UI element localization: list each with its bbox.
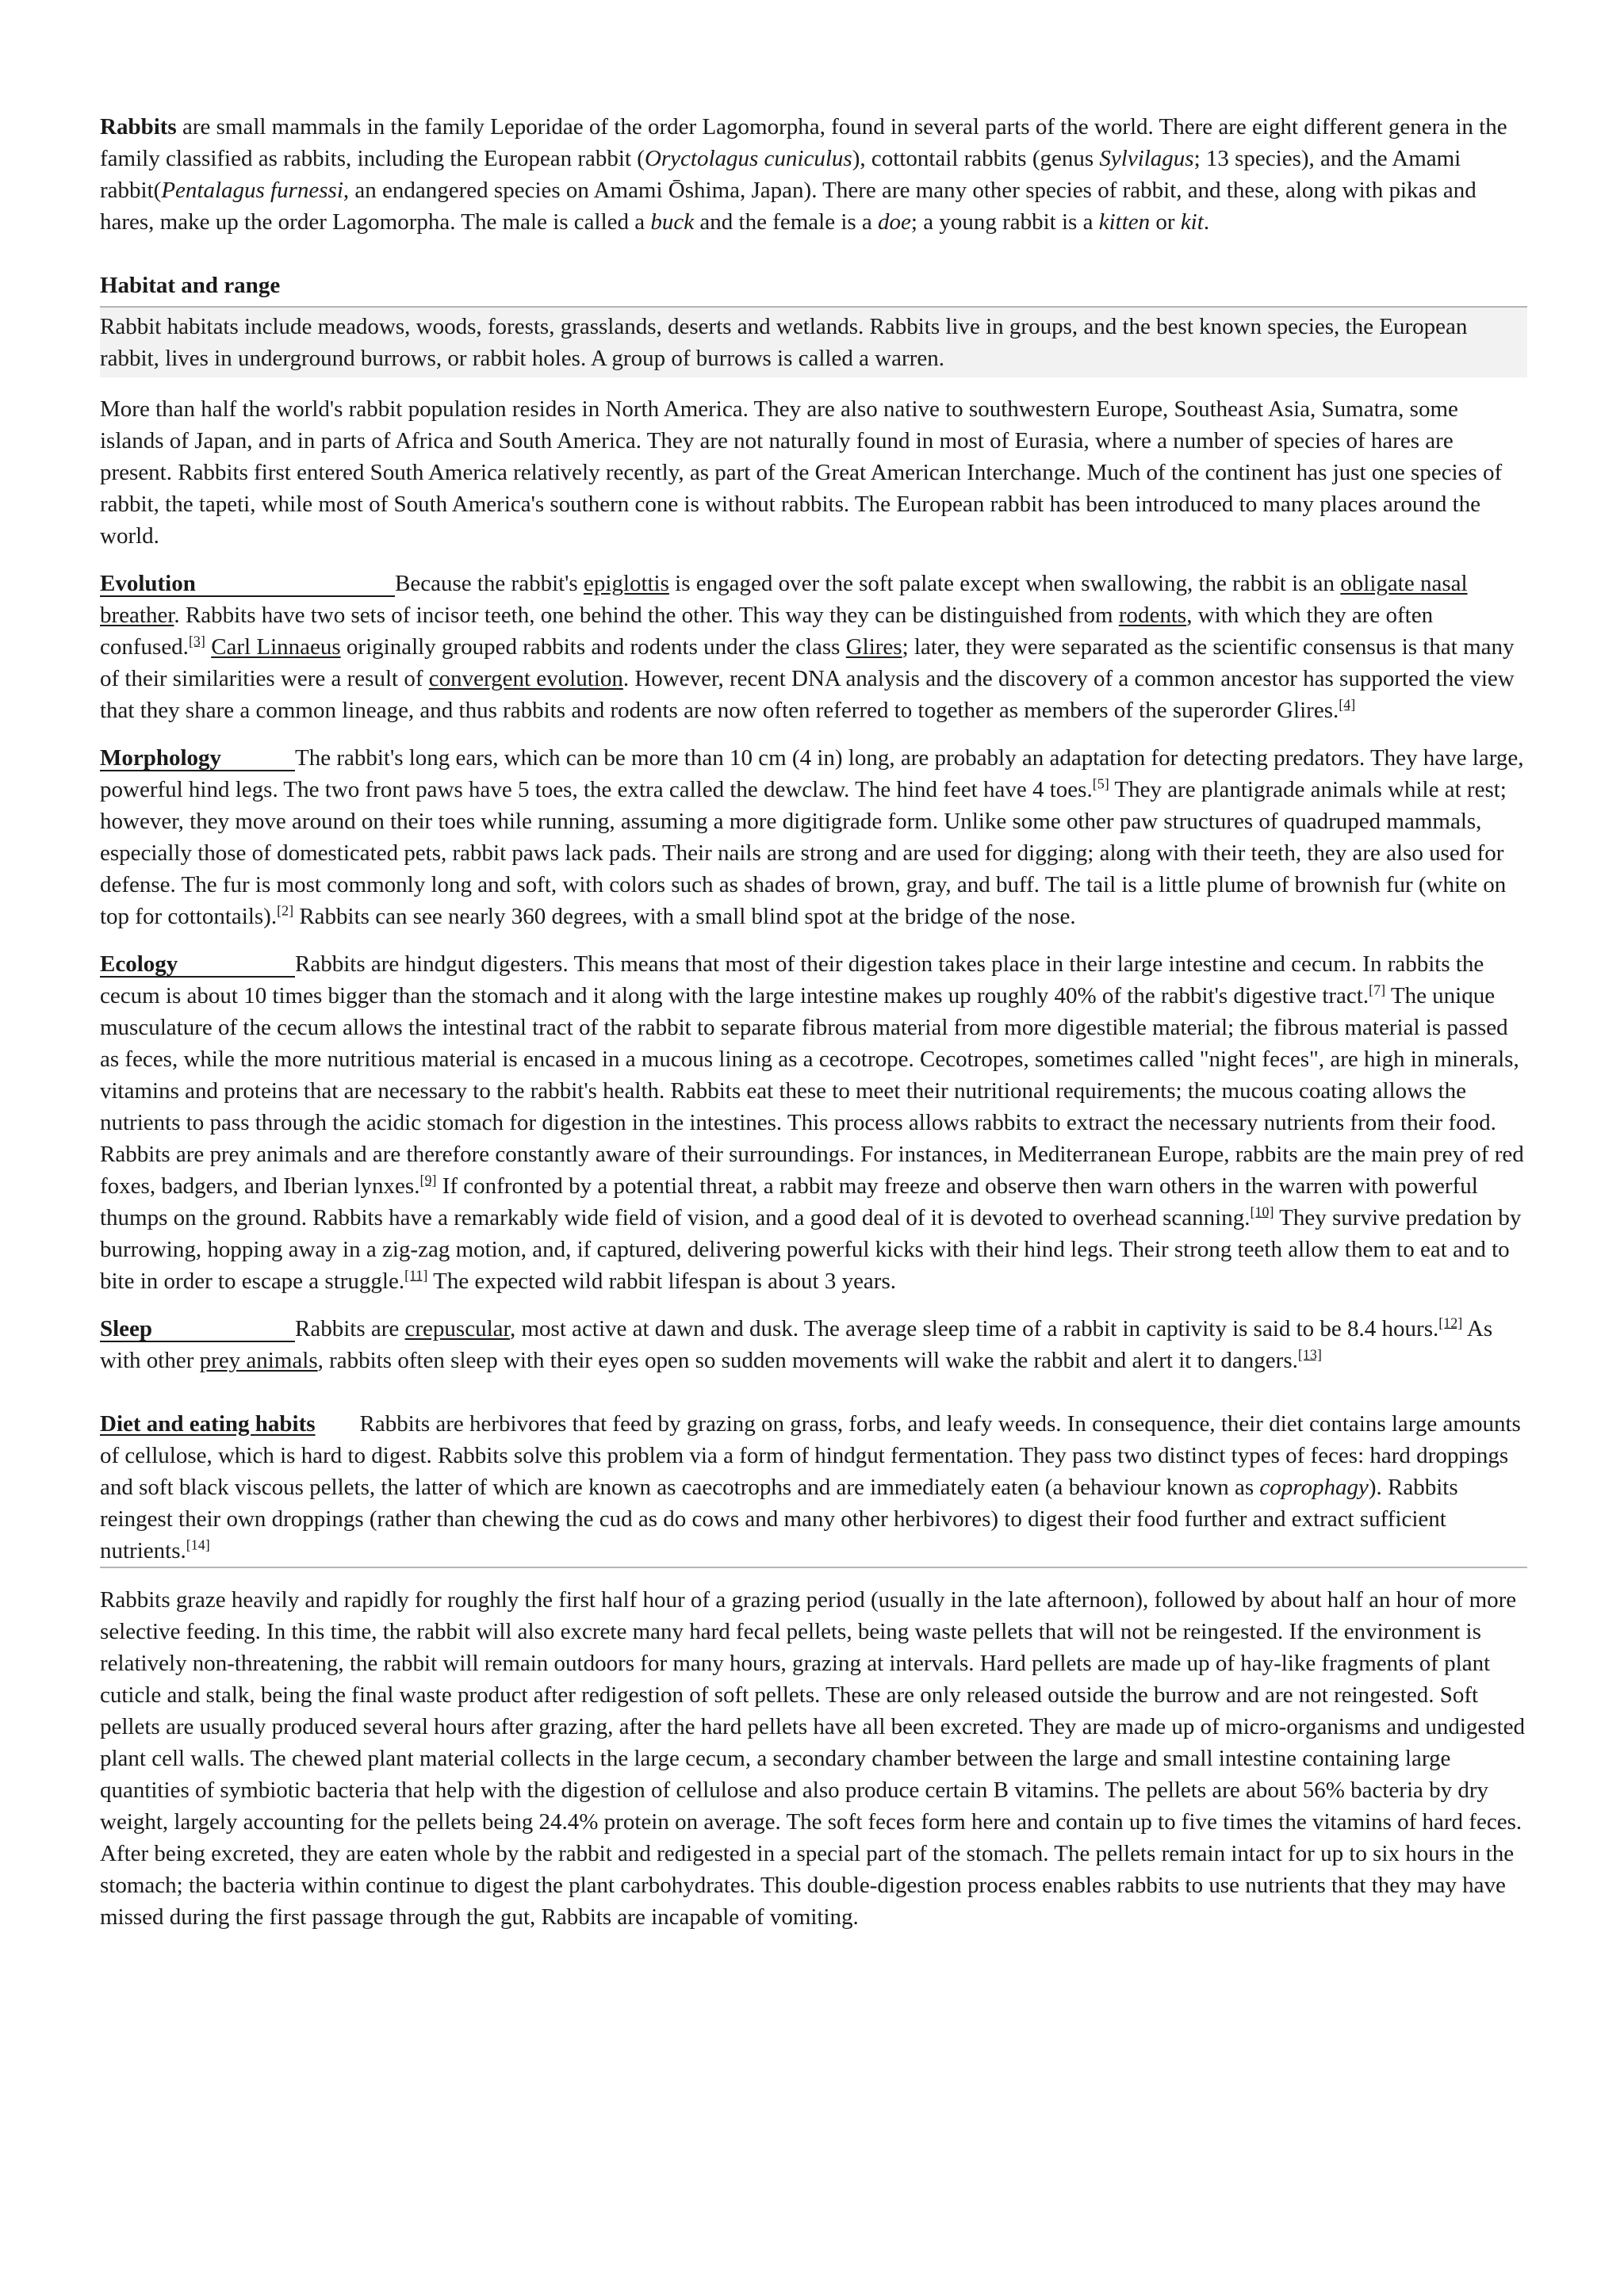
ecology-text: They survive predation by burrowing, hopping away in a zig-zag motion, and, if captured, delivering powerful kicks with their hind legs. Their strong teeth allow them to eat and to bite in order to escape a struggle.: [100, 1205, 1522, 1294]
intro-italic: Sylvilagus: [1099, 146, 1194, 171]
habitat-heading: Habitat and range: [100, 273, 281, 298]
morphology-text: They are plantigrade animals while at rest; however, they move around on their toes while running, assuming a more digitigrade form. Unlike some other paw structures of quadruped mammals, especially those of domesticated pets, rabbit paws lack pads. Their nails are strong and are used for digging; along with their teeth, they are also used for defense. The fur is most commonly long and soft, with colors such as shades of brown, gray, and buff. The tail is a little plume of brownish fur (white on top for cottontails).: [100, 777, 1507, 929]
evolution-text: Because the rabbit's: [395, 571, 584, 596]
intro-lead-term: Rabbits: [100, 114, 177, 140]
ecology-heading: Ecology: [100, 952, 295, 978]
citation-5: [5]: [1092, 775, 1109, 792]
evolution-heading: Evolution: [100, 572, 395, 597]
intro-text: are small mammals in the family Leporidae of the order Lagomorpha, found in several parts of the world. There are eight different genera in the family classified as rabbits, including the European rabbit (: [100, 114, 1507, 171]
citation-3[interactable]: [3]: [188, 633, 205, 649]
diet-paragraph-2: Rabbits graze heavily and rapidly for roughly the first half hour of a grazing period (usually in the late afternoon), followed by about half an hour of more selective feeding. In this time, the rabbit will also excrete many hard fecal pellets, being waste pellets that will not be reingested. If the environment is relatively non-threatening, the rabbit will remain outdoors for many hours, grazing at intervals. Hard pellets are made up of hay-like fragments of plant cuticle and stalk, being the final waste product after redigestion of soft pellets. These are only released outside the burrow and are not reingested. Soft pellets are usually produced several hours after grazing, after the hard pellets have all been excreted. They are made up of micro-organisms and undigested plant cell walls. The chewed plant material collects in the large cecum, a secondary chamber between the large and small intestine containing large quantities of symbiotic bacteria that help with the digestion of cellulose and also produce certain B vitamins. The pellets are about 56% bacteria by dry weight, largely accounting for the pellets being 24.4% protein on average. The soft feces form here and contain up to five times the vitamins of hard feces. After being excreted, they are eaten whole by the rabbit and redigested in a special part of the stomach. The pellets remain intact for up to six hours in the stomach; the bacteria within continue to digest the plant carbohydrates. This double-digestion process enables rabbits to use nutrients that they may have missed during the first passage through the gut, Rabbits are incapable of vomiting.: [100, 1587, 1526, 1930]
link-epiglottis[interactable]: epiglottis: [583, 571, 669, 596]
evolution-text: is engaged over the soft palate except when swallowing, the rabbit is an: [668, 571, 1341, 596]
intro-italic: Oryctolagus cuniculus: [644, 146, 852, 171]
sleep-heading: Sleep: [100, 1317, 295, 1342]
intro-italic: doe: [878, 209, 911, 235]
habitat-paragraph-2: More than half the world's rabbit population resides in North America. They are also native to southwestern Europe, Southeast Asia, Sumatra, some islands of Japan, and in parts of Africa and South America. They are not naturally found in most of Eurasia, where a number of species of hares are present. Rabbits first entered South America relatively recently, as part of the Great American Interchange. Much of the continent has just one species of rabbit, the tapeti, while most of South America's southern cone is without rabbits. The European rabbit has been introduced to many places around the world.: [100, 396, 1503, 549]
intro-italic: kit: [1180, 209, 1204, 235]
ecology-text: Rabbits are hindgut digesters. This means that most of their digestion takes place in their large intestine and cecum. In rabbits the cecum is about 10 times bigger than the stomach and it along with the large intestine makes up roughly 40% of the rabbit's digestive tract.: [100, 951, 1484, 1008]
intro-text: ; a young rabbit is a: [910, 209, 1099, 235]
evolution-text: ; later, they were separated as the scientific consensus is that many of their similarities were a result of: [100, 634, 1515, 691]
diet-text: Rabbits are herbivores that feed by grazing on grass, forbs, and leafy weeds. In consequence, their diet contains large amounts of cellulose, which is hard to digest. Rabbits solve this problem via a form of hindgut fermentation. They pass two distinct types of feces: hard droppings and soft black viscous pellets, the latter of which are known as caecotrophs and are immediately eaten (a behaviour known as: [100, 1411, 1521, 1500]
link-rodents[interactable]: rodents: [1118, 603, 1187, 628]
sleep-text: As with other: [100, 1316, 1493, 1373]
diet-italic: coprophagy: [1259, 1475, 1369, 1500]
ecology-section: [100, 948, 1527, 1297]
link-obligate-nasal-breather[interactable]: obligate nasal breather: [100, 571, 1468, 628]
link-prey-animals[interactable]: prey animals: [199, 1348, 318, 1373]
citation-10[interactable]: [10]: [1250, 1203, 1274, 1220]
intro-text: , an endangered species on Amami Ōshima, Japan). There are many other species of rabbit, and these, along with pikas and hares, make up the order Lagomorpha. The male is called a: [100, 178, 1477, 235]
document-page: [100, 111, 1527, 1933]
sleep-text: , most active at dawn and dusk. The average sleep time of a rabbit in captivity is said to be 8.4 hours.: [510, 1316, 1439, 1341]
sleep-text: , rabbits often sleep with their eyes open so sudden movements will wake the rabbit and alert it to dangers.: [317, 1348, 1298, 1373]
ecology-text: The unique musculature of the cecum allows the intestinal tract of the rabbit to separate fibrous material from more digestible material; the fibrous material is passed as feces, while the more nutritious material is encased in a mucous lining as a cecotrope. Cecotropes, sometimes called "night feces", are high in minerals, vitamins and proteins that are necessary to the rabbit's health. Rabbits eat these to meet their nutritional requirements; the mucous coating allows the nutrients to pass through the acidic stomach for digestion in the intestines. This process allows rabbits to extract the necessary nutrients from their food. Rabbits are prey animals and are therefore constantly aware of their surroundings. For instances, in Mediterranean Europe, rabbits are the main prey of red foxes, badgers, and Iberian lynxes.: [100, 983, 1524, 1199]
ecology-text: If confronted by a potential threat, a rabbit may freeze and observe then warn others in the warren with powerful thumps on the ground. Rabbits have a remarkably wide field of vision, and a good deal of it is devoted to overhead scanning.: [100, 1173, 1478, 1230]
intro-paragraph: [100, 111, 1527, 238]
citation-9[interactable]: [9]: [419, 1172, 437, 1188]
ecology-text: The expected wild rabbit lifespan is about 3 years.: [427, 1269, 897, 1294]
evolution-text: , with which they are often confused.: [100, 603, 1434, 660]
intro-text: ), cottontail rabbits (genus: [852, 146, 1100, 171]
intro-text: ; 13 species), and the Amami rabbit(: [100, 146, 1461, 203]
evolution-text: . However, recent DNA analysis and the discovery of a common ancestor has supported the view that they share a common lineage, and thus rabbits and rodents are now often referred to together as members of the superorder Glires.: [100, 666, 1515, 723]
intro-text: and the female is a: [694, 209, 879, 235]
morphology-text: The rabbit's long ears, which can be more than 10 cm (4 in) long, are probably an adaptation for detecting predators. They have large, powerful hind legs. The two front paws have 5 toes, the extra called the dewclaw. The hind feet have 4 toes.: [100, 745, 1524, 802]
diet-text: ). Rabbits reingest their own droppings (rather than chewing the cud as do cows and many other herbivores) to digest their food further and extract sufficient nutrients.: [100, 1475, 1458, 1563]
link-convergent-evolution[interactable]: convergent evolution: [428, 666, 623, 691]
intro-text: .: [1203, 209, 1210, 235]
citation-13[interactable]: [13]: [1297, 1346, 1322, 1363]
citation-7: [7]: [1369, 982, 1386, 998]
diet-section: [100, 1408, 1527, 1567]
link-carl-linnaeus[interactable]: Carl Linnaeus: [211, 634, 341, 660]
citation-12[interactable]: [12]: [1438, 1314, 1463, 1331]
morphology-section: [100, 742, 1527, 932]
citation-2: [2]: [277, 902, 294, 919]
citation-14: [14]: [186, 1536, 210, 1553]
diet-heading: Diet and eating habits: [100, 1411, 316, 1437]
evolution-text: . Rabbits have two sets of incisor teeth, one behind the other. This way they can be distinguished from: [174, 603, 1119, 628]
evolution-section: [100, 568, 1527, 726]
morphology-text: Rabbits can see nearly 360 degrees, with a small blind spot at the bridge of the nose.: [293, 904, 1076, 929]
citation-4[interactable]: [4]: [1339, 696, 1356, 713]
intro-italic: buck: [650, 209, 695, 235]
citation-11[interactable]: [11]: [404, 1267, 428, 1284]
sleep-text: Rabbits are: [295, 1316, 405, 1341]
morphology-heading: Morphology: [100, 746, 295, 771]
habitat-paragraph-1: Rabbit habitats include meadows, woods, forests, grasslands, deserts and wetlands. Rabbits live in groups, and the best known species, the European rabbit, lives in underground burrows, or rabbit holes. A group of burrows is called a warren.: [100, 308, 1527, 377]
sleep-section: [100, 1313, 1527, 1376]
intro-italic: kitten: [1098, 209, 1151, 235]
intro-italic: Pentalagus furnessi: [161, 178, 343, 203]
intro-text: or: [1150, 209, 1181, 235]
evolution-text: originally grouped rabbits and rodents under the class: [340, 634, 846, 660]
link-crepuscular[interactable]: crepuscular: [404, 1316, 510, 1341]
link-glires[interactable]: Glires: [845, 634, 902, 660]
